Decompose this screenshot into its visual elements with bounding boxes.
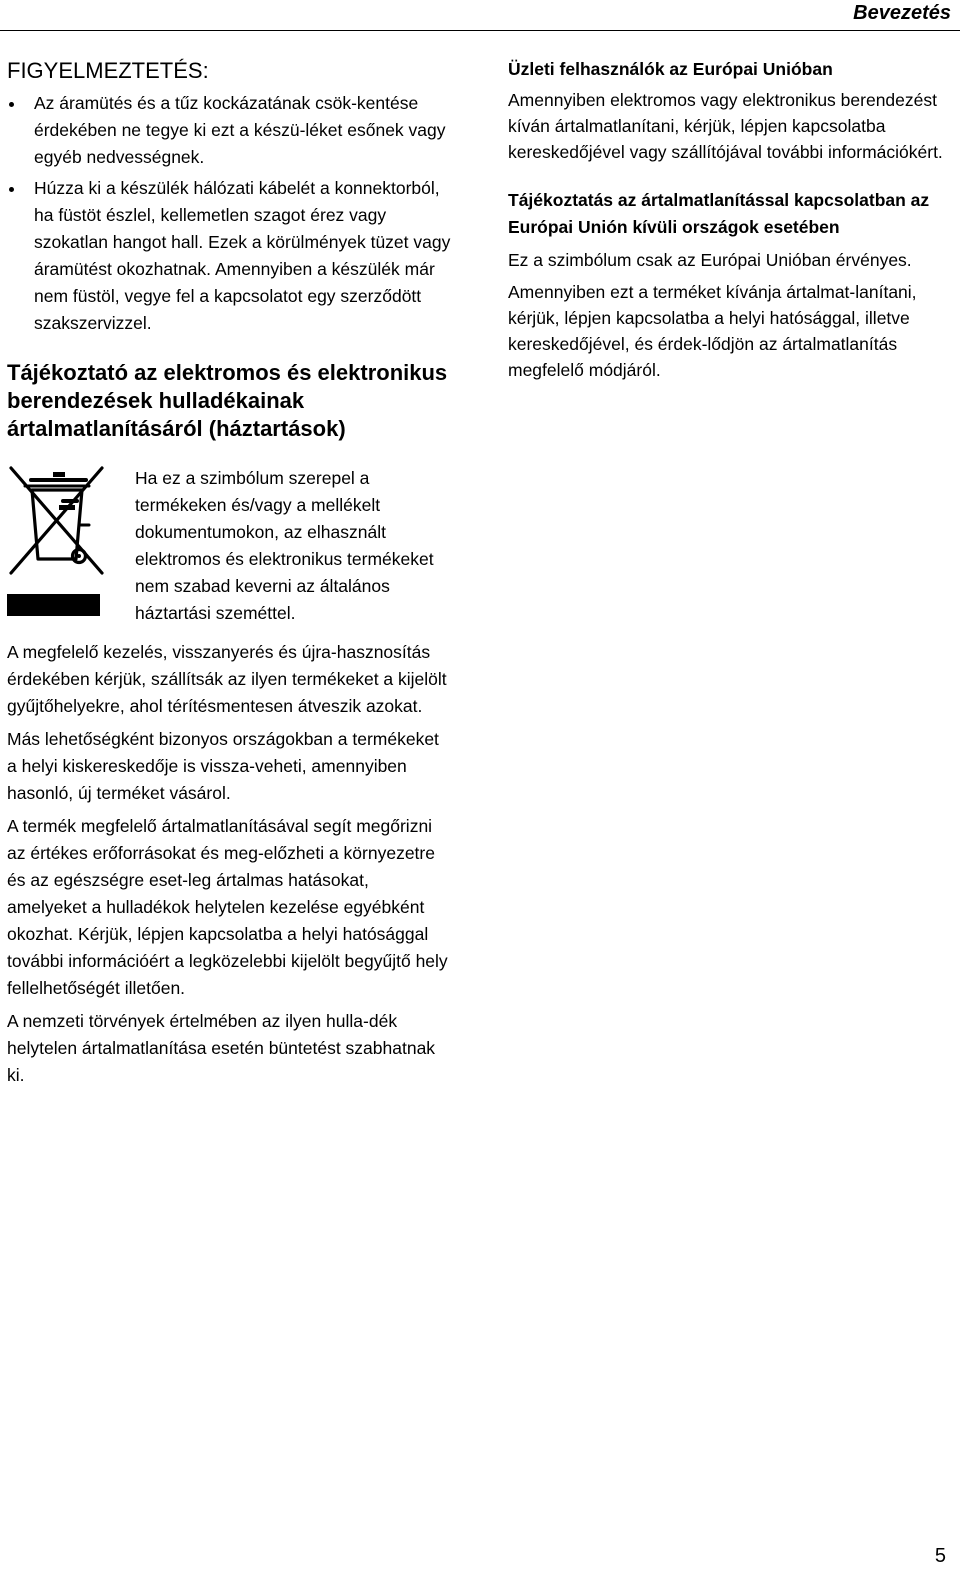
warning-item (7, 90, 452, 171)
bullet-icon (9, 187, 14, 192)
header-divider (0, 30, 960, 31)
disposal-paragraph: A megfelelő kezelés, visszanyerés és újra-hasznosítás érdekében kérjük, szállítsák az ilyen termékeket a kijelölt gyűjtőhelyekre, ahol térítésmentesen átveszik azokat. (7, 642, 447, 716)
section-header-title: Bevezetés (853, 2, 951, 24)
disposal-paragraph: Más lehetőségként bizonyos országokban a termékeket a helyi kiskereskedője is vissza-veheti, amennyiben hasonló, új terméket vásárol. (7, 729, 439, 803)
business-users-text: Amennyiben elektromos vagy elektronikus berendezést kíván ártalmatlanítani, kérjük, lépjen kapcsolatba kereskedőjével vagy szállítójával további információkért. (508, 90, 943, 162)
outside-eu-paragraph: Ez a szimbólum csak az Európai Unióban érvényes. (508, 250, 912, 270)
outside-eu-paragraph: Amennyiben ezt a terméket kívánja ártalmat-lanítani, kérjük, lépjen kapcsolatba a helyi hatósággal, illetve kereskedőjével, és érdek-lődjön az ártalmatlanítás megfelelő módjáról. (508, 282, 917, 380)
disposal-symbol-block (7, 463, 452, 627)
disposal-paragraph: A nemzeti törvények értelmében az ilyen hulla-dék helytelen ártalmatlanítása esetén büntetést szabhatnak ki. (7, 1011, 436, 1085)
disposal-paragraphs (7, 639, 452, 1089)
bullet-icon (9, 102, 14, 107)
right-column (508, 56, 948, 389)
page-number: 5 (934, 1545, 946, 1567)
left-column (7, 56, 452, 1095)
warning-list (7, 90, 452, 337)
disposal-section-title: Tájékoztató az elektromos és elektronikus berendezések hulladékainak ártalmatlanításáról (háztartások) (7, 360, 448, 441)
disposal-symbol-text: Ha ez a szimbólum szerepel a termékeken és/vagy a mellékelt dokumentumokon, az elhasznált elektromos és elektronikus termékeket nem szabad keverni az általános háztartási szeméttel. (135, 468, 434, 623)
crossed-out-wheelie-bin-icon (7, 463, 107, 617)
warning-item-text: Az áramütés és a tűz kockázatának csök-kentése érdekében ne tegye ki ezt a készü-léket esőnek vagy egyéb nedvességnek. (34, 93, 446, 167)
warning-item-text: Húzza ki a készülék hálózati kábelét a konnektorból, ha füstöt észlel, kellemetlen szagot érez vagy szokatlan hangot hall. Ezek a körülmények tüzet vagy áramütést okozhatnak. Amennyiben a készülék már nem füstöl, vegye fel a kapcsolatot egy szerződött szakszervizzel. (34, 178, 451, 333)
disposal-paragraph: A termék megfelelő ártalmatlanításával segít megőrizni az értékes erőforrásokat és meg-előzheti a környezetre és az egészségre eset-leg ártalmas hatásokat, amelyeket a hulladékok helytelen kezelése egyébként okozhat. Kérjük, lépjen kapcsolatba a helyi hatósággal további információért a legközelebbi kijelölt begyűjtő hely fellelhetőségét illetően. (7, 816, 448, 998)
outside-eu-title: Tájékoztatás az ártalmatlanítással kapcsolatban az Európai Unión kívüli országok esetében (508, 190, 930, 237)
business-users-title: Üzleti felhasználók az Európai Unióban (508, 59, 833, 79)
warning-item (7, 175, 452, 337)
warning-title: FIGYELMEZTETÉS: (7, 58, 209, 83)
